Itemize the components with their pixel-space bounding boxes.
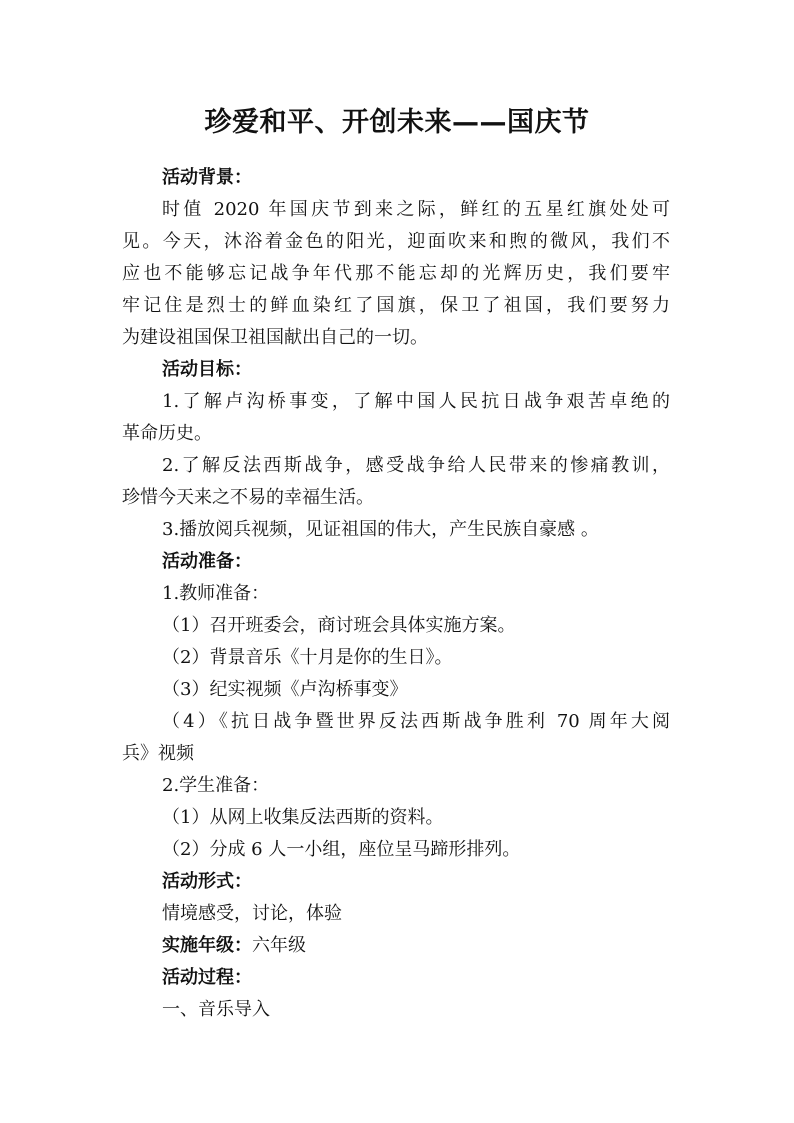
paragraph-line: 1.教师准备：: [162, 583, 270, 604]
paragraph-line: 牢记住是烈士的鲜血染红了国旗，保卫了祖国，我们要努力: [122, 295, 670, 316]
grade-value: 六年级: [252, 935, 306, 956]
paragraph-line: （3）纪实视频《卢沟桥事变》: [162, 679, 408, 700]
paragraph-line: 珍惜今天来之不易的幸福生活。: [122, 487, 374, 508]
section-heading-background: 活动背景：: [162, 167, 252, 188]
document-body: [122, 162, 670, 1026]
paragraph-line: （4）《抗日战争暨世界反法西斯战争胜利 70 周年大阅: [162, 711, 670, 732]
paragraph-line: 3.播放阅兵视频，见证祖国的伟大，产生民族自豪感 。: [162, 519, 599, 540]
paragraph-line: 一、音乐导入: [162, 999, 270, 1020]
paragraph-line: （1）从网上收集反法西斯的资料。: [162, 807, 444, 828]
grade-label: 实施年级：: [162, 935, 252, 956]
paragraph-line: （1）召开班委会，商讨班会具体实施方案。: [162, 615, 516, 636]
paragraph-line: 2.了解反法西斯战争，感受战争给人民带来的惨痛教训，: [162, 455, 670, 476]
paragraph-line: （2）背景音乐《十月是你的生日》。: [162, 647, 453, 668]
section-heading-format: 活动形式：: [162, 871, 252, 892]
paragraph-line: 革命历史。: [122, 423, 212, 444]
section-heading-goals: 活动目标：: [162, 359, 252, 380]
paragraph-line: 兵》视频: [122, 743, 194, 764]
paragraph-line: 2.学生准备：: [162, 775, 270, 796]
paragraph-line: 时值 2020 年国庆节到来之际，鲜红的五星红旗处处可: [162, 199, 670, 220]
paragraph-line: （2）分成 6 人一小组，座位呈马蹄形排列。: [162, 839, 521, 860]
paragraph-line: 为建设祖国保卫祖国献出自己的一切。: [122, 327, 428, 348]
section-heading-preparation: 活动准备：: [162, 551, 252, 572]
section-heading-process: 活动过程：: [162, 967, 252, 988]
paragraph-line: 应也不能够忘记战争年代那不能忘却的光辉历史，我们要牢: [122, 263, 670, 284]
page-title: 珍爱和平、开创未来——国庆节: [204, 107, 590, 138]
paragraph-line: 1.了解卢沟桥事变，了解中国人民抗日战争艰苦卓绝的: [162, 391, 670, 412]
paragraph-line: 情境感受，讨论，体验: [162, 903, 342, 924]
paragraph-line: 见。今天，沐浴着金色的阳光，迎面吹来和煦的微风，我们不: [122, 231, 670, 252]
grade-line: [122, 930, 670, 962]
